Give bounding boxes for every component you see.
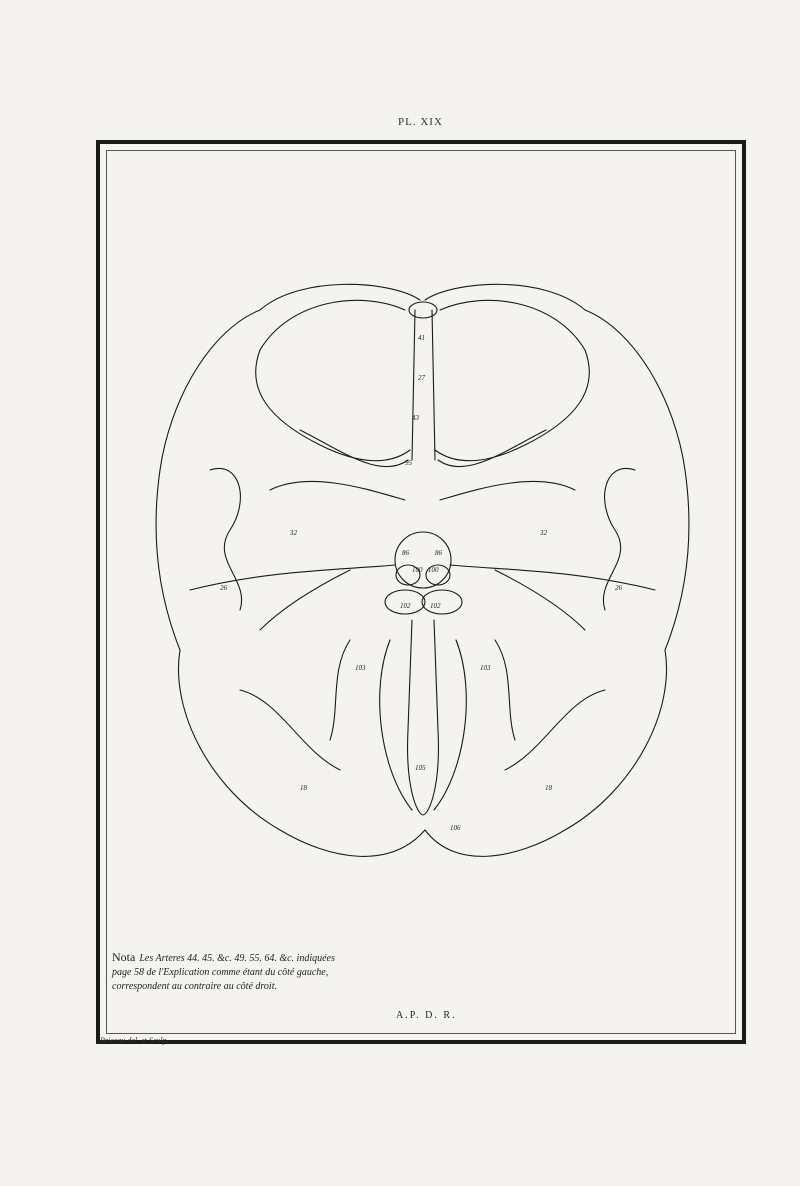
- svg-text:86: 86: [435, 549, 442, 557]
- svg-text:18: 18: [545, 784, 552, 792]
- olfactory-tract-right: [432, 310, 435, 460]
- brainstem: [408, 620, 439, 815]
- left-orbital-contour: [256, 300, 410, 460]
- svg-text:95: 95: [405, 459, 412, 467]
- nota-label: Nota: [112, 950, 136, 964]
- svg-text:103: 103: [480, 664, 491, 672]
- engraver-credit: Briceau del. et Sculp.: [100, 1036, 169, 1045]
- svg-text:106: 106: [450, 824, 461, 832]
- svg-text:43: 43: [412, 414, 419, 422]
- right-middle-cerebral-artery: [450, 565, 655, 590]
- right-frontal-lobe: [425, 284, 689, 650]
- svg-text:26: 26: [220, 584, 227, 592]
- svg-text:102: 102: [400, 602, 411, 610]
- publisher-monogram: A.P. D. R.: [396, 1010, 457, 1021]
- right-cerebellum-fold: [434, 640, 466, 810]
- circle-of-willis: [395, 532, 451, 588]
- nota-caption: [112, 950, 352, 994]
- svg-text:100: 100: [428, 566, 439, 574]
- svg-text:41: 41: [418, 334, 425, 342]
- left-frontal-lobe: [156, 284, 420, 650]
- olfactory-tract-left: [412, 310, 415, 460]
- svg-text:32: 32: [290, 529, 297, 537]
- svg-text:86: 86: [402, 549, 409, 557]
- svg-text:105: 105: [415, 764, 426, 772]
- svg-text:103: 103: [355, 664, 366, 672]
- right-orbital-contour: [435, 300, 589, 460]
- brain-base-illustration: [150, 270, 695, 880]
- left-cerebellum-fold: [380, 640, 412, 810]
- plate-number: PL. XIX: [398, 116, 443, 128]
- svg-text:102: 102: [430, 602, 441, 610]
- svg-text:100: 100: [412, 566, 423, 574]
- nota-text: Les Arteres 44. 45. &c. 49. 55. 64. &c. indiquées page 58 de l'Explication comme étant du côté gauche, correspondent au contraire au côté droit.: [112, 953, 335, 992]
- left-hemisphere-outline: [178, 650, 425, 856]
- svg-text:27: 27: [418, 374, 425, 382]
- right-hemisphere-outline: [425, 650, 667, 856]
- svg-text:32: 32: [540, 529, 547, 537]
- svg-text:18: 18: [300, 784, 307, 792]
- svg-text:26: 26: [615, 584, 622, 592]
